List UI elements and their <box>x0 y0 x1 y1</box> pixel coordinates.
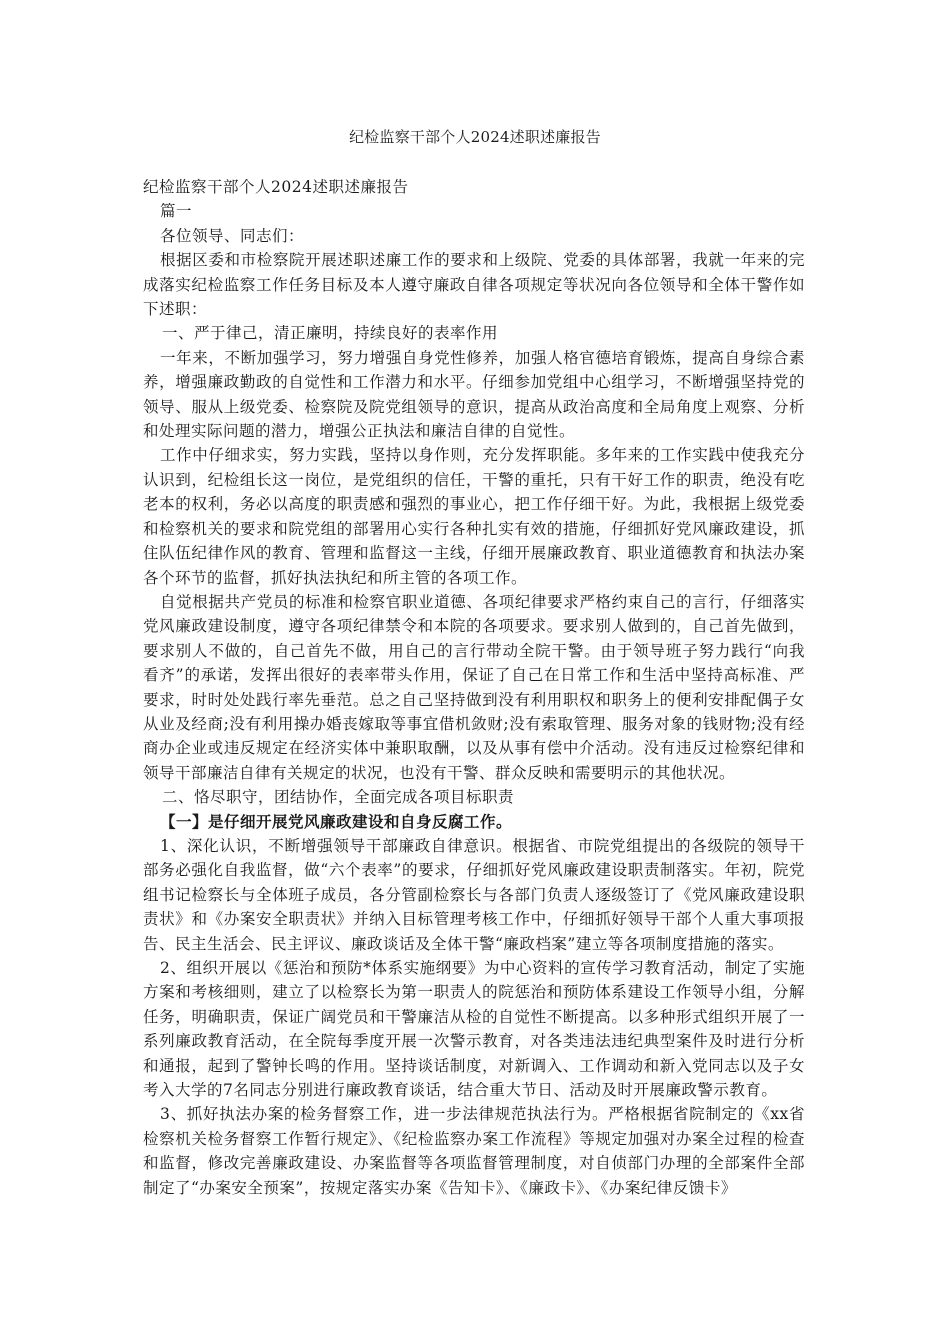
document-body <box>143 175 805 1200</box>
paragraph-practice: 工作中仔细求实，努力实践，坚持以身作则，充分发挥职能。多年来的工作实践中使我充分认识到，纪检组长这一岗位，是党组织的信任，干警的重托，只有干好工作的职责，绝没有吃老本的权利，务必以高度的职责感和强烈的事业心，把工作仔细干好。为此，我根据上级党委和检察机关的要求和院党组的部署用心实行各种扎实有效的措施，仔细抓好党风廉政建设，抓住队伍纪律作风的教育、管理和监督这一主线，仔细开展廉政教育、职业道德教育和执法办案各个环节的监督，抓好执法执纪和所主管的各项工作。 <box>143 446 805 587</box>
list-item: 1、深化认识，不断增强领导干部廉政自律意识。根据省、市院党组提出的各级院的领导干部务必强化自我监督，做“六个表率”的要求，仔细抓好党风廉政建设职责制落实。年初，院党组书记检察长与全体班子成员，各分管副检察长与各部门负责人逐级签订了《党风廉政建设职责状》和《办案安全职责状》并纳入目标管理考核工作中，仔细抓好领导干部个人重大事项报告、民主生活会、民主评议、廉政谈话及全体干警“廉政档案”建立等各项制度措施的落实。 <box>143 836 805 953</box>
document-subtitle: 纪检监察干部个人2024述职述廉报告 <box>143 178 409 196</box>
heading-section-one: 一、严于律己，清正廉明，持续良好的表率作用 <box>162 324 499 343</box>
page-title: 纪检监察干部个人2024述职述廉报告 <box>349 128 601 146</box>
section-label: 篇一 <box>160 202 193 221</box>
list-item: 3、抓好执法办案的检务督察工作，进一步法律规范执法行为。严格根据省院制定的《xx省检察机关检务督察工作暂行规定》、《纪检监察办案工作流程》等规定加强对办案全过程的检查和监督，修改完善廉政建设、办案监督等各项监督管理制度，对自侦部门办理的全部案件全部制定了“办案安全预案”，按规定落实办案《告知卡》、《廉政卡》、《办案纪律反馈卡》 <box>143 1105 805 1197</box>
paragraph-intro: 根据区委和市检察院开展述职述廉工作的要求和上级院、党委的具体部署，我就一年来的完成落实纪检监察工作任务目标及本人遵守廉政自律各项规定等状况向各位领导和全体干警作如下述职： <box>143 251 805 319</box>
heading-section-two: 二、恪尽职守，团结协作，全面完成各项目标职责 <box>162 788 515 807</box>
greeting: 各位领导、同志们： <box>160 226 305 245</box>
paragraph-discipline: 自觉根据共产党员的标准和检察官职业道德、各项纪律要求严格约束自己的言行，仔细落实党风廉政建设制度，遵守各项纪律禁令和本院的各项要求。要求别人做到的，自己首先做到，要求别人不做的，自己首先不做，用自己的言行带动全院干警。由于领导班子努力践行“向我看齐”的承诺，发挥出很好的表率带头作用，保证了自己在日常工作和生活中坚持高标准、严要求，时时处处践行率先垂范。总之自己坚持做到没有利用职权和职务上的便利安排配偶子女从业及经商;没有利用操办婚丧嫁取等事宜借机敛财;没有索取管理、服务对象的钱财物;没有经商办企业或违反规定在经济实体中兼职取酬，以及从事有偿中介活动。没有违反过检察纪律和领导干部廉洁自律有关规定的状况，也没有干警、群众反映和需要明示的其他状况。 <box>143 592 805 782</box>
paragraph-study: 一年来，不断加强学习，努力增强自身党性修养，加强人格官德培育锻炼，提高自身综合素养，增强廉政勤政的自觉性和工作潜力和水平。仔细参加党组中心组学习，不断增强坚持党的领导、服从上级党委、检察院及院党组领导的意识，提高从政治高度和全局角度上观察、分析和处理实际问题的潜力，增强公正执法和廉洁自律的自觉性。 <box>143 348 805 441</box>
bold-heading: 【一】是仔细开展党风廉政建设和自身反腐工作。 <box>160 811 513 831</box>
list-item: 2、组织开展以《惩治和预防*体系实施纲要》为中心资料的宣传学习教育活动，制定了实施方案和考核细则，建立了以检察长为第一职责人的院惩治和预防体系建设工作领导小组，分解任务，明确职责，保证广阔党员和干警廉洁从检的自觉性不断提高。以多种形式组织开展了一系列廉政教育活动，在全院每季度开展一次警示教育，对各类违法违纪典型案件及时进行分析和通报，起到了警钟长鸣的作用。坚持谈话制度，对新调入、工作调动和新入党同志以及子女考入大学的7名同志分别进行廉政教育谈话，结合重大节日、活动及时开展廉政警示教育。 <box>143 959 805 1100</box>
